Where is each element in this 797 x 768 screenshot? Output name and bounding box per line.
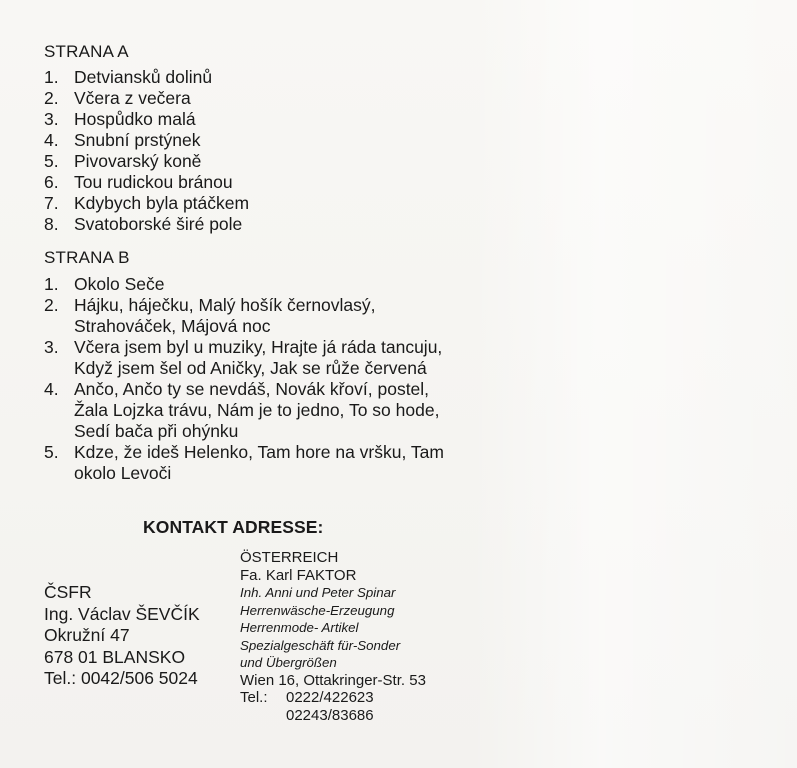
side-a-track-list (44, 67, 464, 235)
track-title: Hájku, háječku, Malý hošík černovlasý, Strahováček, Májová noc (74, 295, 376, 336)
street-address: Okružní 47 (44, 625, 130, 645)
track-item (44, 130, 464, 151)
track-number: 4. (44, 130, 59, 150)
company-name: Fa. Karl FAKTOR (240, 566, 357, 584)
contact-name: Ing. Václav ŠEVČÍK (44, 603, 200, 624)
track-number: 1. (44, 274, 59, 294)
phone-number: Tel.: 0042/506 5024 (44, 668, 198, 688)
side-b-title: STRANA B (44, 248, 130, 267)
czech-contact-block (44, 582, 200, 690)
track-number: 4. (44, 379, 59, 399)
street-address: Wien 16, Ottakringer-Str. 53 (240, 671, 426, 689)
country-label: ÖSTERREICH (240, 549, 339, 566)
track-title: Včera jsem byl u muziky, Hrajte já ráda tancuju, Když jsem šel od Aničky, Jak se růže červená (74, 337, 443, 378)
track-item (44, 151, 464, 172)
track-number: 7. (44, 193, 59, 213)
phone-label: Tel.: (240, 689, 268, 706)
side-a-title: STRANA A (44, 42, 129, 61)
owners-line: Inh. Anni und Peter Spinar (240, 585, 396, 600)
track-number: 1. (44, 67, 59, 87)
track-item (44, 193, 464, 214)
austria-contact-block (240, 549, 426, 724)
phone-number: 0222/422623 (286, 689, 374, 706)
track-title: Tou rudickou bránou (74, 172, 233, 192)
track-title: Včera z večera (74, 88, 191, 108)
track-item (44, 88, 464, 109)
track-title: Okolo Seče (74, 274, 165, 294)
track-item (44, 379, 464, 442)
track-item (44, 172, 464, 193)
phone-number: 02243/83686 (286, 706, 374, 724)
track-item (44, 214, 464, 235)
track-number: 2. (44, 88, 59, 108)
business-line: und Übergrößen (240, 655, 337, 670)
contact-heading: KONTAKT ADRESSE: (143, 517, 324, 537)
track-number: 5. (44, 442, 59, 462)
business-line: Herrenwäsche-Erzeugung (240, 602, 395, 618)
track-item (44, 274, 464, 295)
city-postcode: 678 01 BLANSKO (44, 646, 186, 667)
track-title: Snubní prstýnek (74, 130, 201, 150)
track-item (44, 337, 464, 379)
track-number: 5. (44, 151, 59, 171)
track-number: 8. (44, 214, 59, 234)
business-line: Herrenmode- Artikel (240, 620, 359, 635)
track-number: 3. (44, 109, 59, 129)
track-item (44, 442, 464, 484)
track-title: Kdze, že ideš Helenko, Tam hore na vršku, Tam okolo Levoči (74, 442, 444, 483)
business-line: Spezialgeschäft für-Sonder (240, 637, 401, 653)
track-title: Ančo, Ančo ty se nevdáš, Novák křoví, postel, Žala Lojzka trávu, Nám je to jedno, To so hode, Sedí bača při ohýnku (74, 379, 440, 441)
side-b-track-list (44, 274, 464, 484)
track-title: Pivovarský koně (74, 151, 202, 171)
track-title: Detviansků dolinů (74, 67, 213, 87)
phone-row (240, 689, 426, 707)
paper-sheen (470, 0, 797, 768)
track-item (44, 109, 464, 130)
track-number: 3. (44, 337, 59, 357)
track-title: Svatoborské širé pole (74, 214, 243, 234)
track-title: Hospůdko malá (74, 109, 196, 129)
track-title: Kdybych byla ptáčkem (74, 193, 250, 213)
track-number: 6. (44, 172, 59, 192)
country-label: ČSFR (44, 582, 92, 602)
track-item (44, 67, 464, 88)
track-number: 2. (44, 295, 59, 315)
track-item (44, 295, 464, 337)
